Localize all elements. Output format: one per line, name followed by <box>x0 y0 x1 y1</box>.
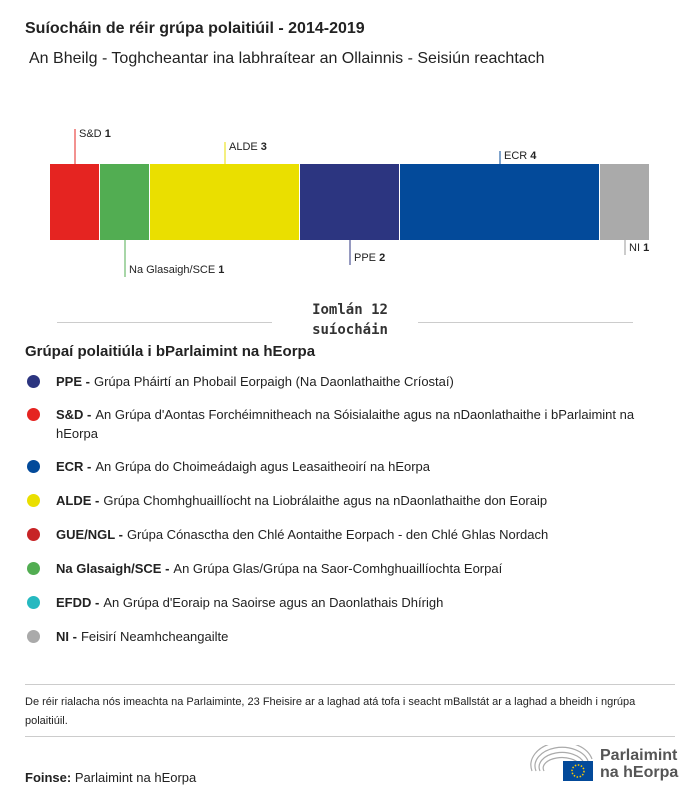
data-label: NI 1 <box>629 242 650 254</box>
data-label: ALDE 3 <box>229 141 267 153</box>
legend-text <box>56 559 502 578</box>
legend-color-dot <box>27 408 40 421</box>
legend-text <box>56 627 228 646</box>
legend-abbr: PPE - <box>56 374 90 389</box>
legend-color-dot <box>27 494 40 507</box>
footnote: De réir rialacha nós imeachta na Parlaiminte, 23 Fheisire ar a laghad atá tofa i seacht mBallstát ar a laghad a bheidh i ngrúpa polaitiúil. <box>25 696 636 727</box>
total-unit: suíocháin <box>312 322 388 338</box>
legend-item <box>25 627 675 646</box>
legend-title: Grúpaí polaitiúla i bParlaimint na hEorpa <box>25 343 316 360</box>
legend-text <box>56 593 443 612</box>
legend-item <box>25 525 675 544</box>
legend-item <box>25 457 675 476</box>
legend-abbr: EFDD - <box>56 595 100 610</box>
legend-abbr: NI - <box>56 629 77 644</box>
legend-text <box>56 457 430 476</box>
source <box>25 770 196 785</box>
legend-item <box>25 559 675 578</box>
bar-segment-ppe <box>300 164 399 240</box>
legend-color-dot <box>27 460 40 473</box>
total-seats-label <box>290 300 410 340</box>
ep-logo <box>530 745 678 783</box>
legend-text <box>56 491 547 510</box>
legend-color-dot <box>27 528 40 541</box>
legend-description: Grúpa Chomhghuaillíocht na Liobrálaithe agus na nDaonlathaithe don Eoraip <box>103 493 548 508</box>
bar-segment-ecr <box>400 164 599 240</box>
legend-description: Grúpa Pháirtí an Phobail Eorpaigh (Na Daonlathaithe Críostaí) <box>93 374 454 389</box>
legend-color-dot <box>27 562 40 575</box>
bar-segment-s-d <box>50 164 99 240</box>
source-value: Parlaimint na hEorpa <box>74 770 197 785</box>
legend-item <box>25 372 675 391</box>
legend-description: An Grúpa d'Eoraip na Saoirse agus an Daonlathais Dhírigh <box>103 595 444 610</box>
legend-abbr: GUE/NGL - <box>56 527 123 542</box>
legend-color-dot <box>27 630 40 643</box>
logo-line1: Parlaimint <box>600 747 678 764</box>
bar-segment-na-glasaigh-sce <box>100 164 149 240</box>
divider-right <box>418 322 633 323</box>
data-label: ECR 4 <box>504 150 537 162</box>
legend-description: An Grúpa do Choimeádaigh agus Leasaitheoirí na hEorpa <box>95 459 431 474</box>
legend-color-dot <box>27 375 40 388</box>
legend-abbr: ECR - <box>56 459 92 474</box>
bar-segment-ni <box>600 164 649 240</box>
data-label: PPE 2 <box>354 252 386 264</box>
divider-left <box>57 322 272 323</box>
legend-abbr: Na Glasaigh/SCE - <box>56 561 170 576</box>
legend-color-dot <box>27 596 40 609</box>
source-label: Foinse: <box>25 770 72 785</box>
data-label: S&D 1 <box>79 128 111 140</box>
legend-abbr: S&D - <box>56 407 92 422</box>
legend-description: Feisirí Neamhcheangailte <box>80 629 229 644</box>
legend-abbr: ALDE - <box>56 493 100 508</box>
hemicycle-flag-icon <box>530 745 594 783</box>
legend-item <box>25 405 675 443</box>
legend-item <box>25 491 675 510</box>
legend-text <box>56 372 454 391</box>
divider <box>25 736 675 737</box>
total-value: Iomlán 12 <box>312 302 388 318</box>
page-subtitle: An Bheilg - Toghcheantar ina labhraítear an Ollainnis - Seisiún reachtach <box>29 50 545 67</box>
legend-description: Grúpa Cónasctha den Chlé Aontaithe Eorpach - den Chlé Ghlas Nordach <box>126 527 549 542</box>
logo-line2: na hEorpa <box>600 764 679 781</box>
divider <box>25 684 675 685</box>
legend-description: An Grúpa d'Aontas Forchéimnitheach na Sóisialaithe agus na nDaonlathaithe i bParlaimint na hEorpa <box>56 407 635 441</box>
page-title: Suíocháin de réir grúpa polaitiúil - 2014-2019 <box>25 20 365 37</box>
bar-segment-alde <box>150 164 299 240</box>
legend-description: An Grúpa Glas/Grúpa na Saor-Comhghuaillíochta Eorpaí <box>173 561 503 576</box>
legend-text <box>56 525 548 544</box>
legend-item <box>25 593 675 612</box>
legend-text <box>56 405 675 443</box>
data-label: Na Glasaigh/SCE 1 <box>129 264 225 276</box>
